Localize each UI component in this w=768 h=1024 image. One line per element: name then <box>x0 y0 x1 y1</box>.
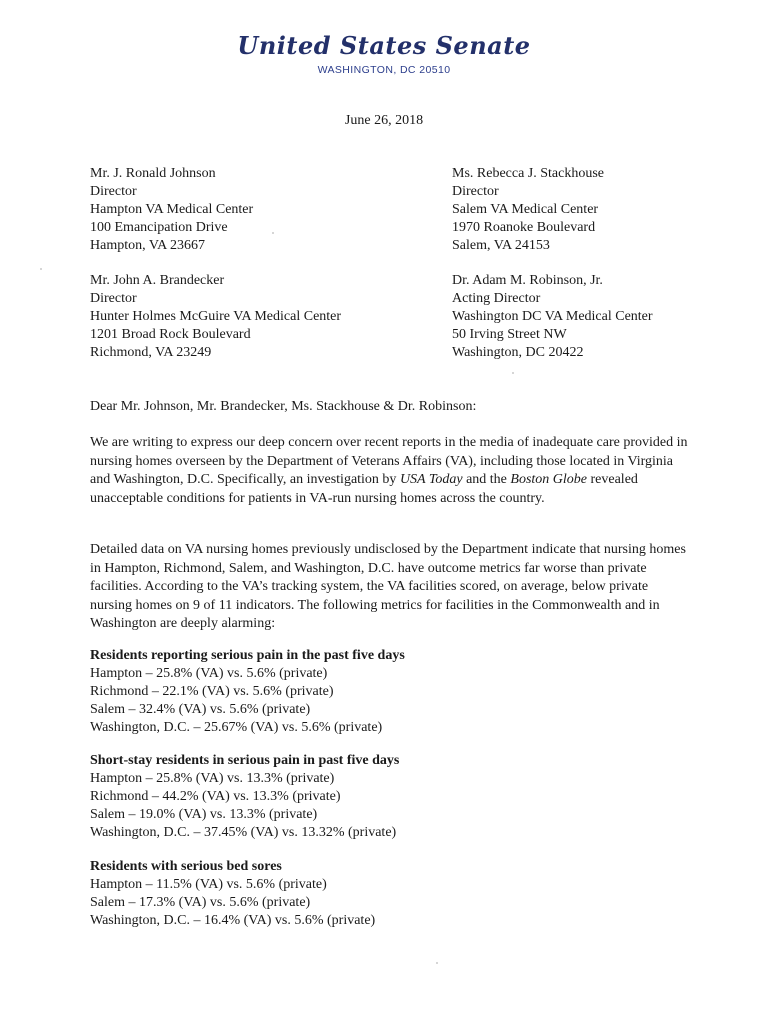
paragraph-text: We are writing to express our deep concern over recent reports in the media of inadequate care provided in nursing homes overseen by the Department of Veterans Affairs (VA), including those located in Virginia and Washington, D.C. Specifically, an investigation by <box>90 435 688 487</box>
scan-speck <box>512 372 514 374</box>
address-line: Salem, VA 24153 <box>452 238 550 253</box>
address-line: Director <box>90 291 137 306</box>
metric-row: Richmond – 44.2% (VA) vs. 13.3% (private) <box>90 789 341 804</box>
address-line: Ms. Rebecca J. Stackhouse <box>452 166 605 181</box>
address-line: Washington, DC 20422 <box>452 345 584 360</box>
metric-heading: Residents with serious bed sores <box>90 859 282 874</box>
metric-row: Washington, D.C. – 37.45% (VA) vs. 13.32% (private) <box>90 825 397 840</box>
address-line: 100 Emancipation Drive <box>90 220 228 235</box>
metric-row: Salem – 19.0% (VA) vs. 13.3% (private) <box>90 807 318 822</box>
metric-row: Washington, D.C. – 25.67% (VA) vs. 5.6% (private) <box>90 720 383 735</box>
address-line: Director <box>452 184 499 199</box>
address-line: Acting Director <box>452 291 541 306</box>
metric-heading: Residents reporting serious pain in the past five days <box>90 648 405 663</box>
address-line: Mr. J. Ronald Johnson <box>90 166 216 181</box>
publication-name: Boston Globe <box>510 472 587 487</box>
metric-row: Richmond – 22.1% (VA) vs. 5.6% (private) <box>90 684 334 699</box>
salutation: Dear Mr. Johnson, Mr. Brandecker, Ms. Stackhouse & Dr. Robinson: <box>90 399 477 414</box>
metric-heading: Short-stay residents in serious pain in past five days <box>90 753 400 768</box>
paragraph-text: revealed unacceptable conditions for patients in VA-run nursing homes across the country. <box>90 472 638 506</box>
address-line: Washington DC VA Medical Center <box>452 309 653 324</box>
letter-date: June 26, 2018 <box>344 113 424 128</box>
address-line: Salem VA Medical Center <box>452 202 599 217</box>
scan-speck <box>40 268 42 270</box>
paragraph-data: Detailed data on VA nursing homes previously undisclosed by the Department indicate that nursing homes in Hampton, Richmond, Salem, and Washington, D.C. have outcome metrics far worse than private facilities. According to the VA’s tracking system, the VA facilities scored, on average, below private nursing homes on 9 of 11 indicators. The following metrics for facilities in the Commonwealth and in Washington are deeply alarming: <box>90 542 686 631</box>
paragraph-text: and the <box>462 472 511 487</box>
metric-block-serious-pain <box>90 647 690 737</box>
metric-row: Hampton – 11.5% (VA) vs. 5.6% (private) <box>90 877 327 892</box>
address-line: 1201 Broad Rock Boulevard <box>90 327 251 342</box>
metric-row: Hampton – 25.8% (VA) vs. 5.6% (private) <box>90 666 328 681</box>
metric-row: Hampton – 25.8% (VA) vs. 13.3% (private) <box>90 771 335 786</box>
address-line: 50 Irving Street NW <box>452 327 567 342</box>
letterhead-address: WASHINGTON, DC 20510 <box>317 64 451 76</box>
metric-row: Washington, D.C. – 16.4% (VA) vs. 5.6% (private) <box>90 913 376 928</box>
publication-name: USA Today <box>399 472 463 487</box>
recipient-address-robinson <box>452 272 653 362</box>
address-line: 1970 Roanoke Boulevard <box>452 220 596 235</box>
address-line: Hampton, VA 23667 <box>90 238 205 253</box>
letterhead-title: United States Senate <box>237 31 531 60</box>
metric-row: Salem – 17.3% (VA) vs. 5.6% (private) <box>90 895 311 910</box>
recipient-address-brandecker <box>90 272 341 362</box>
address-line: Hampton VA Medical Center <box>90 202 254 217</box>
recipient-address-stackhouse <box>452 165 604 255</box>
recipient-address-johnson <box>90 165 253 255</box>
metric-row: Salem – 32.4% (VA) vs. 5.6% (private) <box>90 702 311 717</box>
metric-block-bed-sores <box>90 858 690 930</box>
address-line: Richmond, VA 23249 <box>90 345 212 360</box>
address-line: Dr. Adam M. Robinson, Jr. <box>452 273 603 288</box>
paragraph-concern <box>90 434 690 508</box>
address-line: Director <box>90 184 137 199</box>
scan-speck <box>436 962 438 964</box>
metric-block-short-stay-pain <box>90 752 690 842</box>
senate-letterhead <box>0 32 768 76</box>
address-line: Hunter Holmes McGuire VA Medical Center <box>90 309 342 324</box>
address-line: Mr. John A. Brandecker <box>90 273 225 288</box>
scan-speck <box>272 232 274 234</box>
